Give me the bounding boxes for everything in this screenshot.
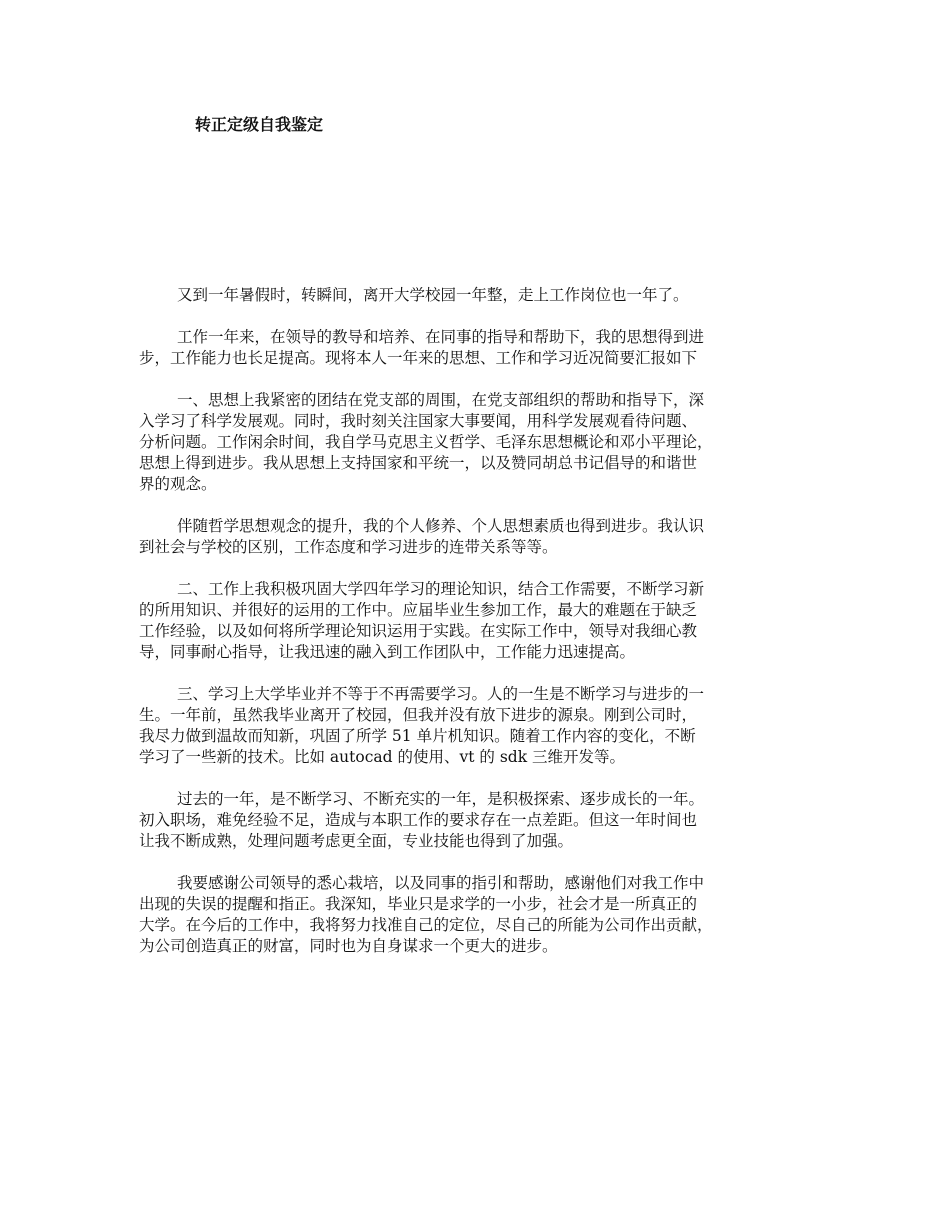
document-title: 转正定级自我鉴定 (195, 115, 324, 134)
paragraph-7 (139, 789, 827, 852)
paragraph-5 (139, 579, 827, 663)
paragraph-6 (139, 684, 827, 768)
document-body (139, 285, 827, 978)
paragraph-8 (139, 873, 827, 957)
paragraph-4 (139, 516, 827, 558)
paragraph-line: 导，同事耐心指导，让我迅速的融入到工作团队中，工作能力迅速提高。 (139, 643, 636, 661)
paragraph-line: 我尽力做到温故而知新，巩固了所学 51 单片机知识。随着工作内容的变化，不断 (139, 727, 696, 745)
paragraph-line: 伴随哲学思想观念的提升，我的个人修养、个人思想素质也得到进步。我认识 (177, 517, 705, 535)
paragraph-1 (139, 285, 827, 306)
paragraph-3 (139, 390, 827, 495)
paragraph-line: 步，工作能力也长足提高。现将本人一年来的思想、工作和学习近况简要汇报如下 (139, 349, 698, 367)
paragraph-line: 工作一年来，在领导的教导和培养、在同事的指导和帮助下，我的思想得到进 (177, 328, 705, 346)
paragraph-line: 大学。在今后的工作中，我将努力找准自己的定位，尽自己的所能为公司作出贡献， (139, 916, 713, 934)
paragraph-line: 三、学习上大学毕业并不等于不再需要学习。人的一生是不断学习与进步的一 (177, 685, 705, 703)
paragraph-line: 入学习了科学发展观。同时，我时刻关注国家大事要闻，用科学发展观看待问题、 (139, 412, 698, 430)
paragraph-line: 为公司创造真正的财富，同时也为自身谋求一个更大的进步。 (139, 937, 558, 955)
paragraph-line: 过去的一年，是不断学习、不断充实的一年，是积极探索、逐步成长的一年。 (177, 790, 705, 808)
paragraph-line: 思想上得到进步。我从思想上支持国家和平统一，以及赞同胡总书记倡导的和谐世 (139, 454, 698, 472)
paragraph-line: 一、思想上我紧密的团结在党支部的周围，在党支部组织的帮助和指导下，深 (177, 391, 705, 409)
paragraph-line: 出现的失误的提醒和指正。我深知，毕业只是求学的一小步，社会才是一所真正的 (139, 895, 698, 913)
paragraph-line: 工作经验，以及如何将所学理论知识运用于实践。在实际工作中，领导对我细心教 (139, 622, 698, 640)
paragraph-line: 我要感谢公司领导的悉心栽培，以及同事的指引和帮助，感谢他们对我工作中 (177, 874, 705, 892)
paragraph-line: 分析问题。工作闲余时间，我自学马克思主义哲学、毛泽东思想概论和邓小平理论， (139, 433, 713, 451)
paragraph-2 (139, 327, 827, 369)
paragraph-line: 的所用知识、并很好的运用的工作中。应届毕业生参加工作，最大的难题在于缺乏 (139, 601, 698, 619)
paragraph-line: 让我不断成熟，处理问题考虑更全面，专业技能也得到了加强。 (139, 832, 574, 850)
paragraph-line: 学习了一些新的技术。比如 autocad 的使用、vt 的 sdk 三维开发等。 (139, 748, 626, 766)
paragraph-line: 界的观念。 (139, 475, 217, 493)
paragraph-line: 又到一年暑假时，转瞬间，离开大学校园一年整，走上工作岗位也一年了。 (177, 286, 689, 304)
paragraph-line: 到社会与学校的区别，工作态度和学习进步的连带关系等等。 (139, 538, 558, 556)
paragraph-line: 生。一年前，虽然我毕业离开了校园，但我并没有放下进步的源泉。刚到公司时， (139, 706, 698, 724)
paragraph-line: 二、工作上我积极巩固大学四年学习的理论知识，结合工作需要，不断学习新 (177, 580, 705, 598)
paragraph-line: 初入职场，难免经验不足，造成与本职工作的要求存在一点差距。但这一年时间也 (139, 811, 698, 829)
